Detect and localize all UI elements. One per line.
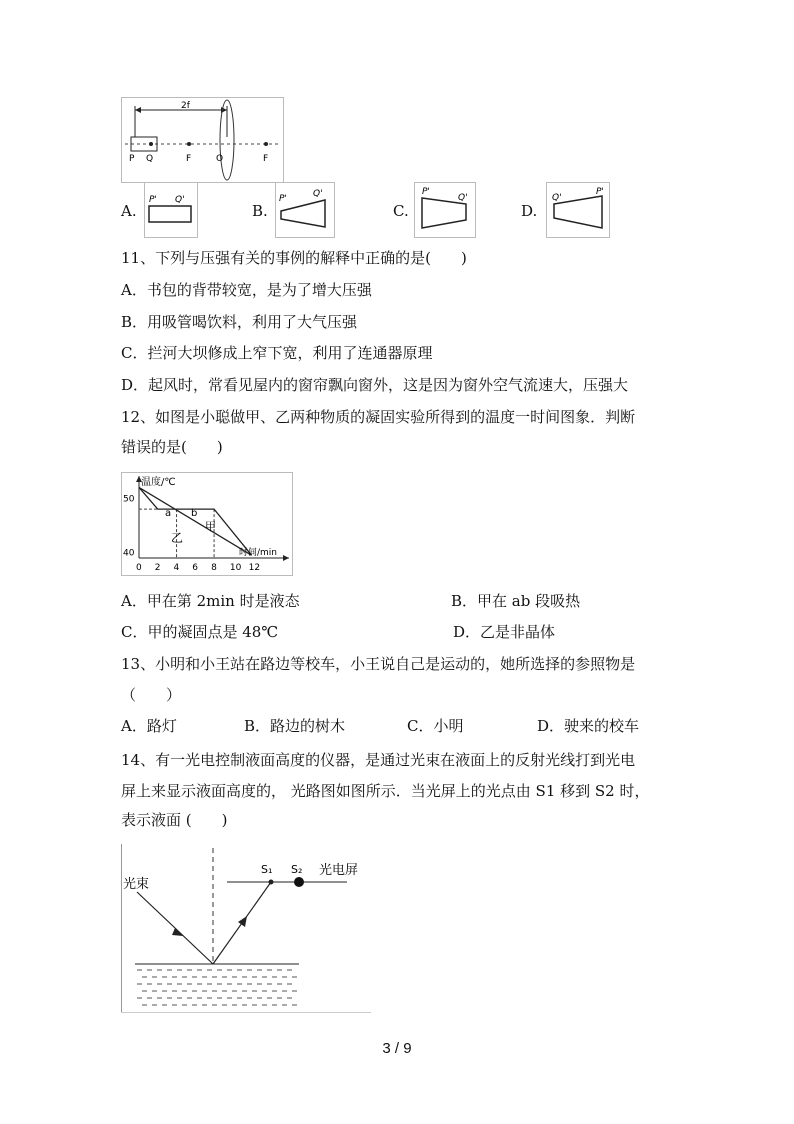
q12-stem-line-1: 12、如图是小聪做甲、乙两种物质的凝固实验所得到的温度一时间图象．判断	[121, 408, 636, 426]
label-p: P	[129, 154, 135, 164]
q11-option-a[interactable]: A．书包的背带较宽，是为了增大压强	[121, 281, 372, 299]
q12-option-d[interactable]: D．乙是非晶体	[453, 623, 556, 641]
opt-a-tl: P'	[149, 195, 157, 205]
chart-ylabel: 温度/℃	[141, 477, 176, 488]
label-o: O	[216, 154, 224, 164]
temperature-time-chart	[121, 472, 293, 576]
q10-option-b-figure[interactable]	[275, 182, 335, 238]
chart-ticks	[123, 494, 260, 573]
q14-stem-line-3: 表示液面 ( )	[121, 811, 228, 829]
q10-option-a-letter[interactable]: A.	[121, 202, 137, 220]
dist-label: 2f	[181, 101, 190, 111]
x-tick-10: 10	[229, 563, 242, 573]
opt-c-tl: P'	[422, 187, 430, 197]
opt-c-tr: Q'	[458, 193, 468, 203]
opt-b-tr: Q'	[313, 189, 323, 199]
q10-option-d-letter[interactable]: D.	[521, 202, 538, 220]
x-tick-12: 12	[248, 563, 261, 573]
label-q: Q	[146, 154, 154, 164]
q11-option-b[interactable]: B．用吸管喝饮料，利用了大气压强	[121, 313, 358, 331]
x-tick-0: 0	[136, 563, 142, 573]
q12-stem-line-2: 错误的是( )	[121, 438, 223, 456]
point-label-a: a	[165, 508, 172, 519]
q10-option-a-figure[interactable]	[144, 182, 198, 238]
q13-stem-line-1: 13、小明和小王站在路边等校车，小王说自己是运动的，她所选择的参照物是	[121, 655, 636, 673]
q10-option-c-figure[interactable]	[414, 182, 476, 238]
q10-option-c-letter[interactable]: C.	[393, 202, 409, 220]
opt-d-tr: P'	[596, 187, 604, 197]
label-beam: 光束	[123, 877, 150, 892]
q13-option-d[interactable]: D．驶来的校车	[537, 717, 640, 735]
q12-option-a[interactable]: A．甲在第 2min 时是液态	[121, 592, 300, 610]
q13-stem-line-2: （ ）	[121, 686, 182, 704]
label-screen: 光电屏	[319, 863, 359, 878]
point-label-b: b	[191, 508, 198, 519]
q12-option-b[interactable]: B．甲在 ab 段吸热	[451, 592, 581, 610]
label-s2: S₂	[291, 863, 303, 876]
x-tick-4: 4	[173, 563, 180, 573]
q11-option-c[interactable]: C．拦河大坝修成上窄下宽，利用了连通器原理	[121, 344, 433, 362]
label-f1: F	[186, 154, 192, 164]
q11-stem: 11、下列与压强有关的事例的解释中正确的是( )	[121, 249, 467, 267]
q14-stem-line-1: 14、有一光电控制液面高度的仪器，是通过光束在液面上的反射光线打到光电	[121, 751, 636, 769]
opt-b-tl: P'	[279, 194, 287, 204]
q13-option-a[interactable]: A．路灯	[121, 717, 177, 735]
q14-stem-line-2: 屏上来显示液面高度的， 光路图如图所示．当光屏上的光点由 S1 移到 S2 时，	[121, 782, 650, 800]
series-line-1	[139, 487, 252, 555]
y-tick-40: 40	[123, 548, 135, 559]
chart-series	[139, 487, 252, 555]
opt-a-tr: Q'	[175, 195, 185, 205]
q10-option-b-letter[interactable]: B.	[252, 202, 268, 220]
series-label-yi: 乙	[171, 531, 184, 545]
q13-option-b[interactable]: B．路边的树木	[244, 717, 346, 735]
q12-option-c[interactable]: C．甲的凝固点是 48℃	[121, 623, 279, 641]
y-tick-50: 50	[123, 494, 135, 505]
q13-option-c[interactable]: C．小明	[407, 717, 464, 735]
chart-xlabel: 时间/min	[239, 548, 278, 558]
q11-option-d[interactable]: D．起风时，常看见屋内的窗帘飘向窗外，这是因为窗外空气流速大，压强大	[121, 376, 629, 394]
q10-option-d-figure[interactable]	[546, 182, 610, 238]
x-tick-6: 6	[192, 563, 199, 573]
x-axis-arrow	[283, 555, 289, 561]
label-f2: F	[263, 154, 269, 164]
lens-diagram	[121, 97, 284, 183]
label-s1: S₁	[261, 863, 273, 876]
series-label-jia: 甲	[205, 520, 216, 533]
x-tick-8: 8	[211, 563, 217, 573]
liquid-surface	[137, 970, 297, 1005]
optics-diagram	[121, 844, 373, 1014]
x-tick-2: 2	[154, 563, 161, 573]
opt-d-tl: Q'	[552, 193, 562, 203]
page-number: 3 / 9	[382, 1040, 412, 1057]
